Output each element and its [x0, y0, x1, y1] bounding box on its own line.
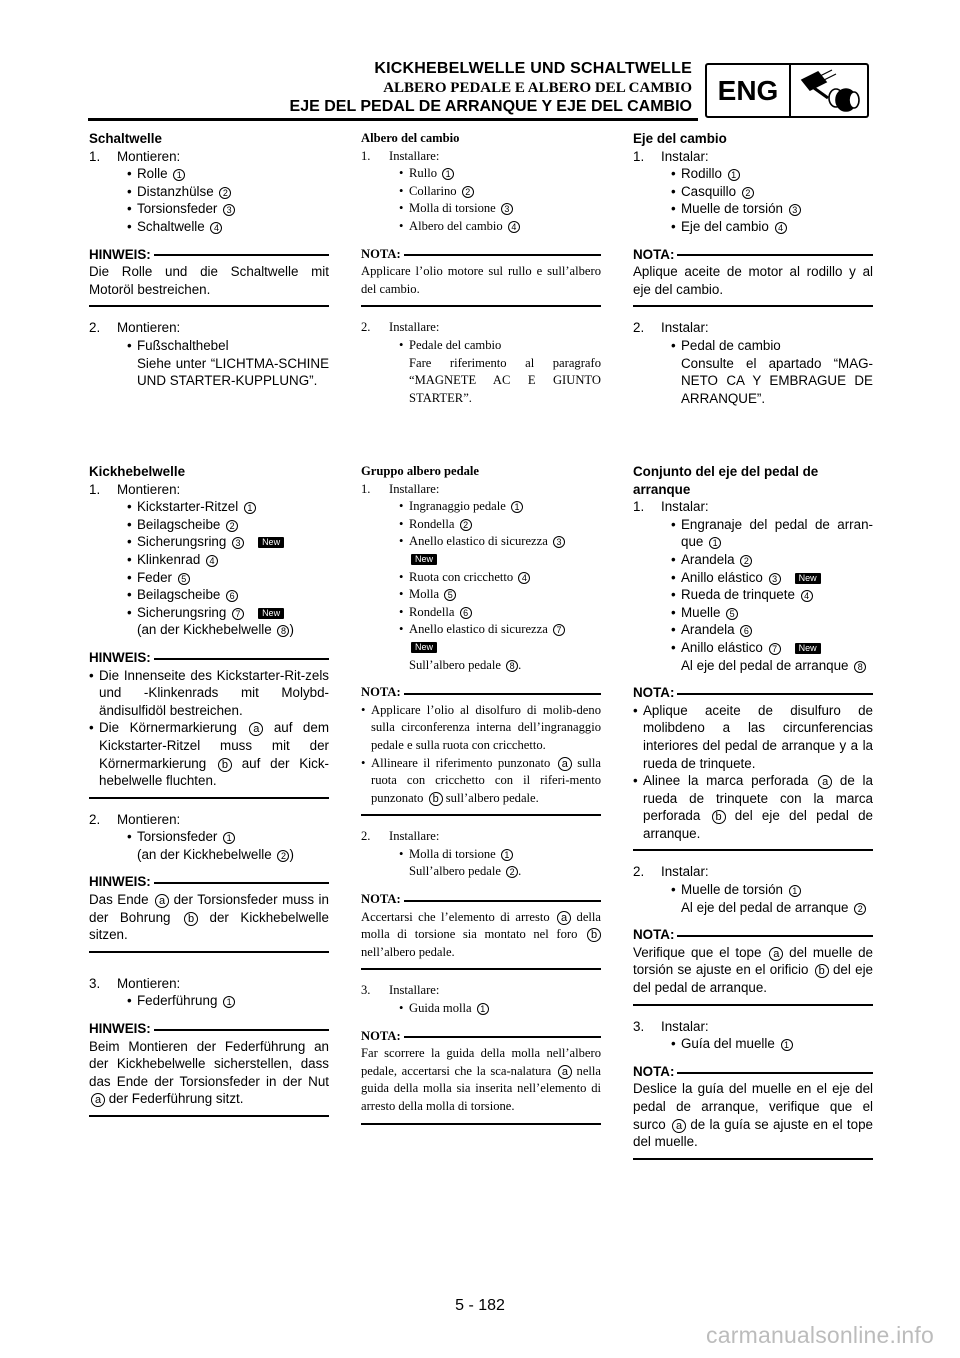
- note-item: • Aplique aceite de disulfuro de molibdeno a las circunferencias interiores del pedal de arranque y a la rueda de trinquete.: [633, 702, 873, 772]
- title-spanish: EJE DEL PEDAL DE ARRANQUE Y EJE DEL CAMBIO: [289, 98, 692, 115]
- list-item: • Rullo 1: [399, 165, 601, 183]
- section-badge: [705, 63, 869, 118]
- new-part-badge: New: [411, 642, 437, 653]
- note-header: NOTA:: [633, 926, 873, 944]
- list-item: • Rodillo 1: [671, 165, 873, 183]
- note-header: NOTA:: [361, 684, 601, 702]
- list-item-cont: Sull’albero pedale 2 .: [409, 864, 522, 879]
- title-italian: ALBERO PEDALE E ALBERO DEL CAMBIO: [383, 80, 692, 96]
- part-list: [89, 992, 329, 1010]
- note-text: Das Ende a der Torsionsfeder muss in der Bohrung b der Kickhebelwelle sitzen.: [89, 892, 329, 943]
- note-item: • Die Innenseite des Kickstarter-Rit-zels und -Klinkenrads mit Molybd-ändisulfidöl bestreichen.: [89, 667, 329, 720]
- list-item: • Anello elastico di sicurezza 7 New: [399, 621, 601, 656]
- part-list: [89, 337, 329, 390]
- reference-text: Consulte el apartado “MAG-NETO CA Y EMBRAGUE DE ARRANQUE”.: [681, 355, 873, 406]
- note-end-rule: [361, 814, 601, 816]
- step-2: 2. Installare:: [361, 320, 440, 335]
- part-list: [633, 516, 873, 674]
- new-part-badge: New: [795, 643, 821, 654]
- note-header: HINWEIS:: [89, 1020, 329, 1038]
- list-item: • Distanzhülse 2: [127, 183, 329, 201]
- list-item: • Klinkenrad 4: [127, 551, 329, 569]
- list-item: • Muelle de torsión 1: [671, 881, 873, 899]
- part-list: [89, 498, 329, 639]
- list-item: • Casquillo 2: [671, 183, 873, 201]
- step-1: 1. Instalar:: [633, 148, 709, 164]
- note-list: [361, 702, 601, 808]
- part-list: [633, 1035, 873, 1053]
- note-text: Beim Montieren der Federführung an der Kickhebelwelle sicherstellen, dass das Ende der Torsionsfeder in der Nut a der Federführung sitzt.: [89, 1038, 329, 1107]
- note-header: NOTA:: [633, 684, 873, 702]
- list-item: • Molla di torsione 3: [399, 200, 601, 218]
- note-header: NOTA:: [633, 1063, 873, 1081]
- section-title: Gruppo albero pedale: [361, 464, 480, 478]
- note-header: HINWEIS:: [89, 649, 329, 667]
- new-part-badge: New: [258, 537, 284, 548]
- list-item: • Muelle 5: [671, 604, 873, 622]
- note-end-rule: [89, 951, 329, 953]
- part-list: [361, 498, 601, 674]
- list-item-cont: (an der Kickhebelwelle 8 ): [137, 622, 294, 638]
- note-header: NOTA:: [361, 1028, 601, 1046]
- section-title: Conjunto del eje del pedal de arranque: [633, 464, 819, 497]
- section-title: Eje del cambio: [633, 131, 727, 146]
- section-title: Kickhebelwelle: [89, 464, 186, 479]
- note-end-rule: [361, 305, 601, 307]
- list-item: • Arandela 6: [671, 621, 873, 639]
- note-header: NOTA:: [633, 246, 873, 264]
- step-3: 3. Instalar:: [633, 1018, 709, 1034]
- list-item: • Engranaje del pedal de arran-que 1: [671, 516, 873, 551]
- note-end-rule: [633, 1004, 873, 1006]
- note-list: [633, 702, 873, 843]
- step-2: 2. Instalar:: [633, 320, 709, 336]
- page-header-titles: [290, 60, 692, 116]
- note-item: • Die Körnermarkierung a auf dem Kickstarter-Ritzel muss mit der Körnermarkierung b auf der Kick-hebelwelle fluchten.: [89, 719, 329, 789]
- new-part-badge: New: [258, 608, 284, 619]
- list-item: • Pedal de cambio: [671, 337, 873, 355]
- list-item: • Torsionsfeder 1: [127, 828, 329, 846]
- part-list: [633, 165, 873, 235]
- note-text: Die Rolle und die Schaltwelle mit Motoröl bestreichen.: [89, 264, 329, 297]
- list-item: • Feder 5: [127, 569, 329, 587]
- step-1: 1. Instalar:: [633, 499, 709, 515]
- note-end-rule: [89, 1115, 329, 1117]
- part-list: [89, 828, 329, 863]
- note-header: NOTA:: [361, 246, 601, 264]
- part-list: [361, 846, 601, 881]
- title-german: KICKHEBELWELLE UND SCHALTWELLE: [374, 60, 692, 77]
- list-item: • Molla 5: [399, 586, 601, 604]
- reference-text: Siehe unter “LICHTMA-SCHINE UND STARTER-KUPPLUNG”.: [137, 355, 329, 389]
- list-item: • Molla di torsione 1: [399, 846, 601, 864]
- step-1: 1. Installare:: [361, 481, 440, 496]
- step-1: 1. Installare:: [361, 148, 440, 163]
- note-text: Verifique que el tope a del muelle de torsión se ajuste en el orificio b del eje del pedal de arranque.: [633, 944, 873, 996]
- step-3: 3. Installare:: [361, 983, 440, 998]
- part-list: [633, 337, 873, 407]
- note-text: Applicare l’olio motore sul rullo e sull’albero del cambio.: [361, 264, 601, 296]
- note-text: Deslice la guía del muelle en el eje del pedal de arranque, verifique que el surco a de la guía se ajuste en el tope del muelle.: [633, 1081, 873, 1150]
- step-1: 1. Montieren:: [89, 481, 181, 497]
- kick-shaft-section: [633, 463, 873, 1172]
- list-item: • Fußschalthebel: [127, 337, 329, 355]
- step-2: 2. Montieren:: [89, 811, 181, 827]
- list-item: • Kickstarter-Ritzel 1: [127, 498, 329, 516]
- list-item: • Anello elastico di sicurezza 3 New: [399, 533, 601, 568]
- list-item: • Albero del cambio 4: [399, 218, 601, 236]
- note-item: • Alinee la marca perforada a de la rueda de trinquete con la marca perforada b del eje del pedal de arranque.: [633, 772, 873, 842]
- list-item: • Eje del cambio 4: [671, 218, 873, 236]
- list-item: • Federführung 1: [127, 992, 329, 1010]
- part-list: [633, 881, 873, 916]
- list-item: • Rolle 1: [127, 165, 329, 183]
- step-2: 2. Instalar:: [633, 864, 709, 880]
- note-text: Accertarsi che l’elemento di arresto a della molla di torsione sia montato nel foro b nell’albero pedale.: [361, 909, 601, 959]
- step-2: 2. Installare:: [361, 829, 440, 844]
- note-text: Aplique aceite de motor al rodillo y al eje del cambio.: [633, 264, 873, 297]
- list-item: • Ruota con cricchetto 4: [399, 569, 601, 587]
- list-item: • Guida molla 1: [399, 1000, 601, 1018]
- watermark: carmanualsonline.info: [706, 1322, 934, 1348]
- list-item: • Anillo elástico 3 New: [671, 569, 873, 587]
- list-item: • Anillo elástico 7 New: [671, 639, 873, 657]
- note-header: HINWEIS:: [89, 246, 329, 264]
- list-item: • Muelle de torsión 3: [671, 200, 873, 218]
- part-list: [361, 1000, 601, 1018]
- note-header: NOTA:: [361, 891, 601, 909]
- list-item-cont: Sull’albero pedale 8 .: [409, 657, 522, 672]
- list-item: • Arandela 2: [671, 551, 873, 569]
- section-title: Albero del cambio: [361, 131, 460, 145]
- list-item: • Sicherungsring 7 New: [127, 604, 329, 622]
- list-item: • Beilagscheibe 6: [127, 586, 329, 604]
- list-item-cont: Al eje del pedal de arranque 8: [671, 657, 873, 675]
- kick-shaft-section: [89, 463, 329, 1129]
- shift-shaft-section: [633, 130, 873, 407]
- note-end-rule: [361, 968, 601, 970]
- reference-text: Fare riferimento al paragrafo “MAGNETE AC E GIUNTO STARTER”.: [409, 355, 601, 405]
- part-list: [361, 337, 601, 407]
- list-item: • Rueda de trinquete 4: [671, 586, 873, 604]
- new-part-badge: New: [795, 573, 821, 584]
- note-end-rule: [89, 305, 329, 307]
- list-item: • Torsionsfeder 3: [127, 200, 329, 218]
- section-title: Schaltwelle: [89, 131, 162, 146]
- list-item: • Sicherungsring 3 New: [127, 533, 329, 551]
- note-header: HINWEIS:: [89, 873, 329, 891]
- step-1: 1. Montieren:: [89, 148, 181, 164]
- note-item: • Applicare l’olio al disolfuro di molib-deno sulla circonferenza interna dell’ingranaggio pedale e sulla ruota con cricchetto.: [361, 702, 601, 755]
- list-item: • Rondella 6: [399, 604, 601, 622]
- list-item: • Collarino 2: [399, 183, 601, 201]
- note-end-rule: [361, 1123, 601, 1125]
- header-rule: [88, 118, 698, 121]
- list-item: • Ingranaggio pedale 1: [399, 498, 601, 516]
- list-item: • Schaltwelle 4: [127, 218, 329, 236]
- step-2: 2. Montieren:: [89, 320, 181, 336]
- list-item: • Guía del muelle 1: [671, 1035, 873, 1053]
- note-end-rule: [89, 797, 329, 799]
- shift-shaft-section: [361, 130, 601, 407]
- kick-shaft-section: [361, 463, 601, 1137]
- page-number: 5 - 182: [455, 1297, 505, 1314]
- note-text: Far scorrere la guida della molla nell’albero pedale, accertarsi che la sca-nalatura a nella guida della molla sia inserita nell’elemento di arresto della molla di torsione.: [361, 1046, 602, 1113]
- lang-badge: ENG: [707, 65, 791, 116]
- part-list: [361, 165, 601, 235]
- note-end-rule: [633, 849, 873, 851]
- list-item: • Beilagscheibe 2: [127, 516, 329, 534]
- note-end-rule: [633, 1158, 873, 1160]
- part-list: [89, 165, 329, 235]
- note-end-rule: [633, 305, 873, 307]
- list-item-cont: (an der Kickhebelwelle 2 ): [137, 846, 294, 862]
- list-item: • Pedale del cambio: [399, 337, 601, 355]
- step-3: 3. Montieren:: [89, 975, 181, 991]
- new-part-badge: New: [411, 554, 437, 565]
- note-list: [89, 667, 329, 790]
- engine-parts-icon: [791, 65, 867, 116]
- shift-shaft-section: [89, 130, 329, 390]
- note-item: • Allineare il riferimento punzonato a sulla ruota con cricchetto con il riferi-mento punzonato b sull’albero pedale.: [361, 755, 601, 808]
- list-item: • Rondella 2: [399, 516, 601, 534]
- list-item-cont: Al eje del pedal de arranque 2: [671, 899, 873, 917]
